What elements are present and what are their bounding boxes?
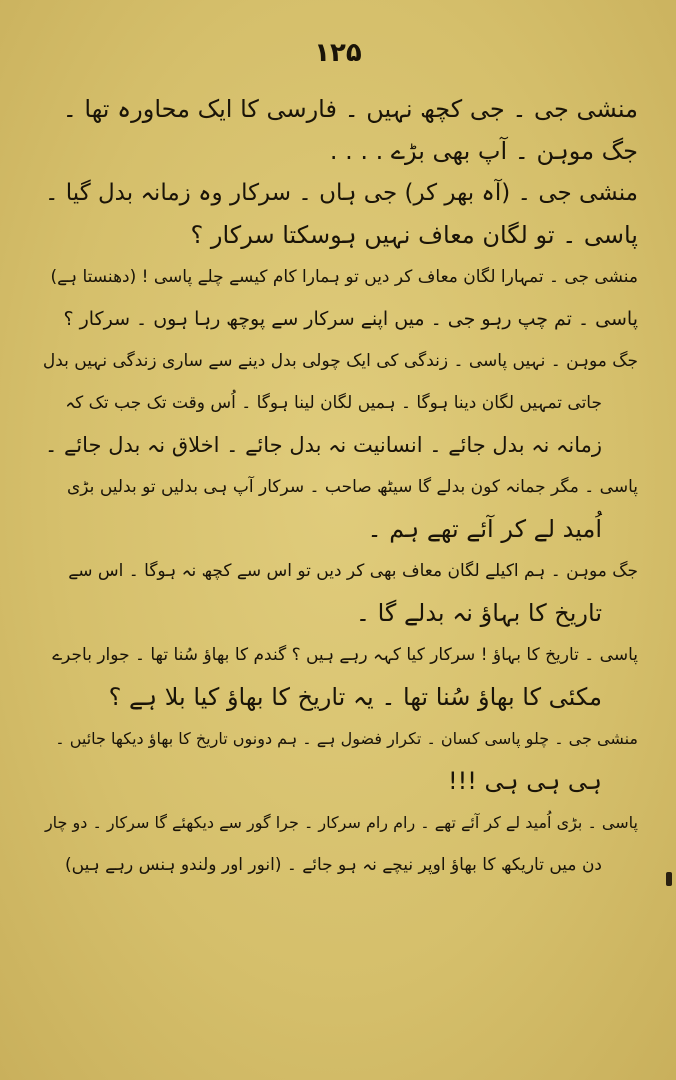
page-edge-mark bbox=[666, 872, 672, 886]
text-line: اُمید لے کر آئے تھے ہم ۔ bbox=[367, 515, 602, 543]
page-body bbox=[38, 88, 638, 886]
page-number: ۱۲۵ bbox=[314, 38, 362, 68]
text-line: پاسی ۔ تم چپ رہو جی ۔ میں اپنے سرکار سے پوچھ رہا ہوں ۔ سرکار ؟ bbox=[63, 308, 638, 330]
text-line: جاتی تمہیں لگان دینا ہوگا ۔ ہمیں لگان لینا ہوگا ۔ اُس وقت تک جب تک کہ bbox=[65, 393, 602, 413]
text-line: دن میں تاریکھ کا بھاؤ اوپر نیچے نہ ہو جائے ۔ (انور اور ولندو ہنس رہے ہیں) bbox=[65, 855, 602, 875]
text-line: ہی ہی ہی !!! bbox=[448, 767, 602, 795]
text-line: زمانہ نہ بدل جائے ۔ انسانیت نہ بدل جائے ۔ اخلاق نہ بدل جائے ۔ bbox=[45, 433, 602, 457]
text-line: منشی جی ۔ چلو پاسی کسان ۔ تکرار فضول ہے ۔ ہم دونوں تاریخ کا بھاؤ دیکھا جائیں ۔ bbox=[55, 729, 638, 748]
text-line: پاسی ۔ بڑی اُمید لے کر آئے تھے ۔ رام رام سرکار ۔ جرا گور سے دیکھئے گا سرکار ۔ دو چار bbox=[44, 813, 638, 832]
text-line: تاریخ کا بہاؤ نہ بدلے گا ۔ bbox=[355, 599, 602, 627]
text-line: منشی جی ۔ جی کچھ نہیں ۔ فارسی کا ایک محاورہ تھا ۔ bbox=[62, 95, 638, 123]
text-line: منشی جی ۔ (آہ بھر کر) جی ہاں ۔ سرکار وہ زمانہ بدل گیا ۔ bbox=[44, 180, 638, 206]
text-line: مکئی کا بھاؤ سُنا تھا ۔ یہ تاریخ کا بھاؤ کیا بلا ہے ؟ bbox=[108, 683, 602, 711]
text-line: پاسی ۔ تاریخ کا بہاؤ ! سرکار کیا کہہ رہے ہیں ؟ گندم کا بھاؤ سُنا تھا ۔ جوار باجرے bbox=[52, 645, 638, 665]
text-line: جگ موہن ۔ ہم اکیلے لگان معاف بھی کر دیں تو اس سے کچھ نہ ہوگا ۔ اس سے bbox=[68, 561, 638, 581]
text-line: پاسی ۔ تو لگان معاف نہیں ہوسکتا سرکار ؟ bbox=[190, 221, 638, 249]
text-line: جگ موہن ۔ آپ بھی بڑے . . . . bbox=[329, 137, 638, 165]
text-line: پاسی ۔ مگر جمانہ کون بدلے گا سیٹھ صاحب ۔ سرکار آپ ہی بدلیں تو بدلیں بڑی bbox=[67, 477, 638, 497]
text-line: منشی جی ۔ تمہارا لگان معاف کر دیں تو ہمارا کام کیسے چلے پاسی ! (دھنستا ہے) bbox=[50, 267, 638, 287]
text-line: جگ موہن ۔ نہیں پاسی ۔ زندگی کی ایک چولی بدل دینے سے ساری زندگی نہیں بدل bbox=[42, 351, 638, 371]
